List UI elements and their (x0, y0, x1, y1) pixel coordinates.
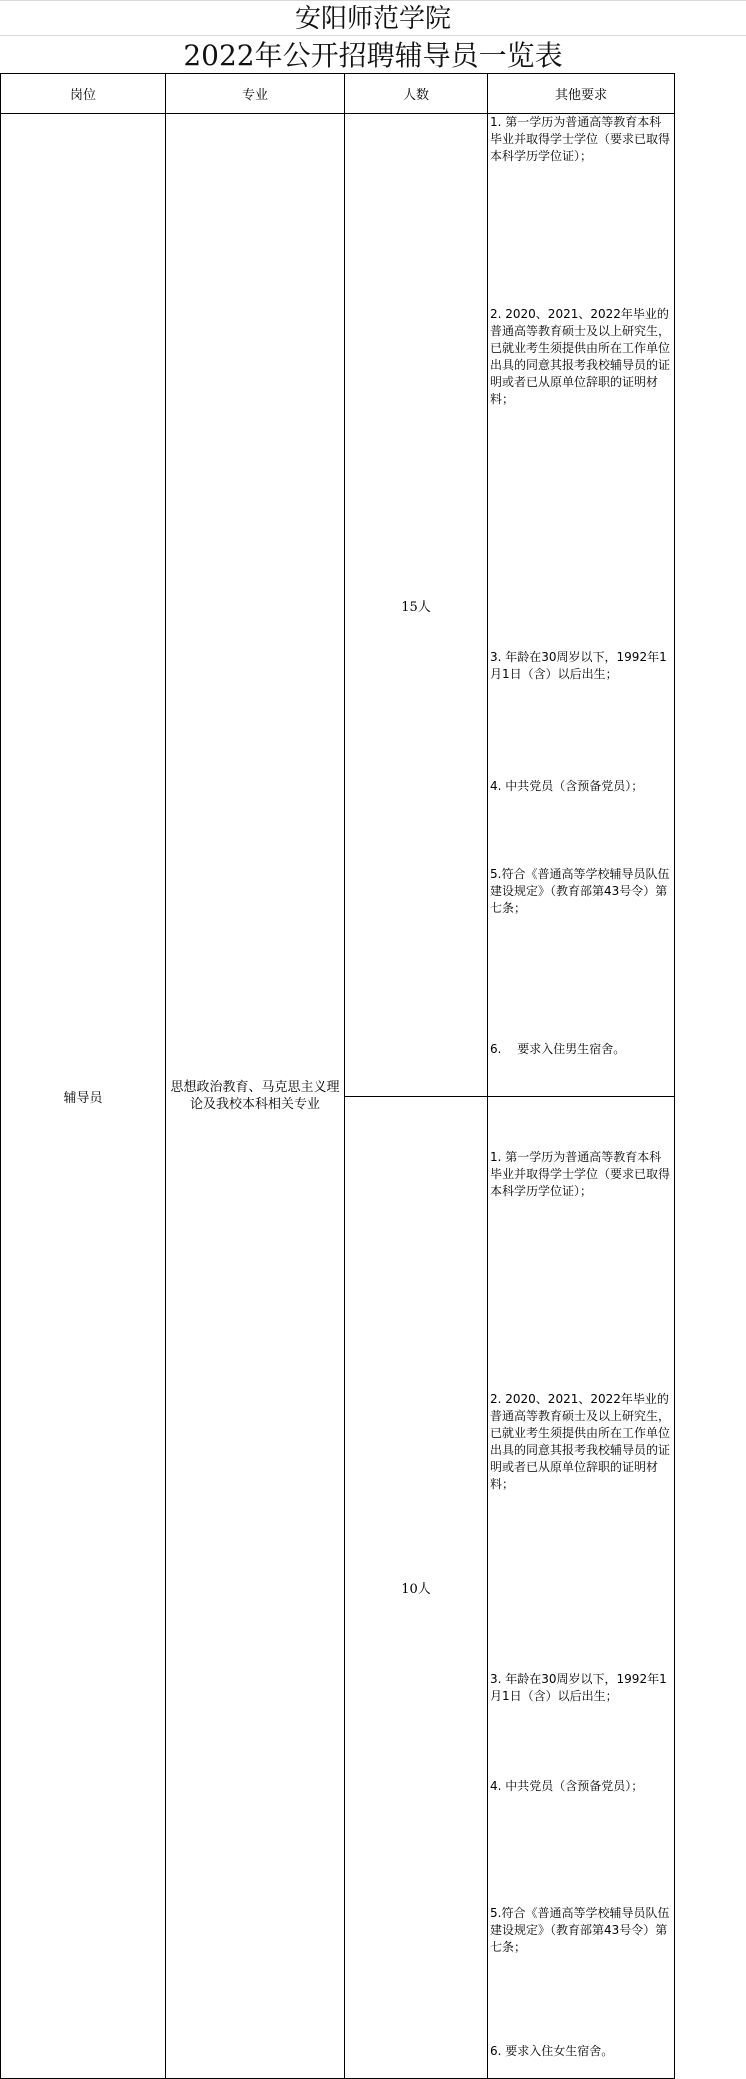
recruitment-table (0, 73, 675, 2079)
requirement-item: 1. 第一学历为普通高等教育本科毕业并取得学士学位（要求已取得本科学历学位证）； (490, 115, 671, 163)
requirement-item: 3. 年龄在30周岁以下，1992年1月1日（含）以后出生； (490, 1672, 667, 1703)
requirement-item: 5.符合《普通高等学校辅导员队伍建设规定》（教育部第43号令）第七条； (490, 867, 670, 915)
count-cell-2: 10人 (345, 1097, 488, 2079)
requirement-item: 6. 要求入住女生宿舍。 (490, 2044, 614, 2058)
requirement-item: 2. 2020、2021、2022年毕业的普通高等教育硕士及以上研究生，已就业考生须提供由所在工作单位出具的同意其报考我校辅导员的证明或者已从原单位辞职的证明材料； (490, 307, 671, 406)
requirement-item: 4. 中共党员（含预备党员）； (490, 779, 644, 793)
school-name: 安阳师范学院 (294, 4, 451, 34)
requirement-item: 2. 2020、2021、2022年毕业的普通高等教育硕士及以上研究生，已就业考生须提供由所在工作单位出具的同意其报考我校辅导员的证明或者已从原单位辞职的证明材料； (490, 1392, 671, 1491)
requirements-cell-2 (488, 1097, 675, 2079)
column-header-count: 人数 (345, 74, 488, 114)
table-row (1, 114, 675, 1097)
position-cell: 辅导员 (1, 114, 166, 2079)
sheet-top-border (0, 0, 746, 1)
requirement-item: 1. 第一学历为普通高等教育本科毕业并取得学士学位（要求已取得本科学历学位证）； (490, 1150, 671, 1198)
column-header-requirements: 其他要求 (488, 74, 675, 114)
column-header-major: 专业 (166, 74, 345, 114)
column-header-position: 岗位 (1, 74, 166, 114)
requirement-item: 6. 要求入住男生宿舍。 (490, 1042, 626, 1056)
major-cell: 思想政治教育、马克思主义理论及我校本科相关专业 (166, 114, 345, 2079)
requirement-item: 3. 年龄在30周岁以下，1992年1月1日（含）以后出生； (490, 650, 667, 681)
count-cell-1: 15人 (345, 114, 488, 1097)
page-title: 2022年公开招聘辅导员一览表 (183, 39, 563, 72)
table-header-row (1, 74, 675, 114)
requirement-item: 5.符合《普通高等学校辅导员队伍建设规定》（教育部第43号令）第七条； (490, 1906, 670, 1954)
requirement-item: 4. 中共党员（含预备党员）； (490, 1779, 644, 1793)
title-divider (0, 35, 746, 36)
requirements-cell-1 (488, 114, 675, 1097)
